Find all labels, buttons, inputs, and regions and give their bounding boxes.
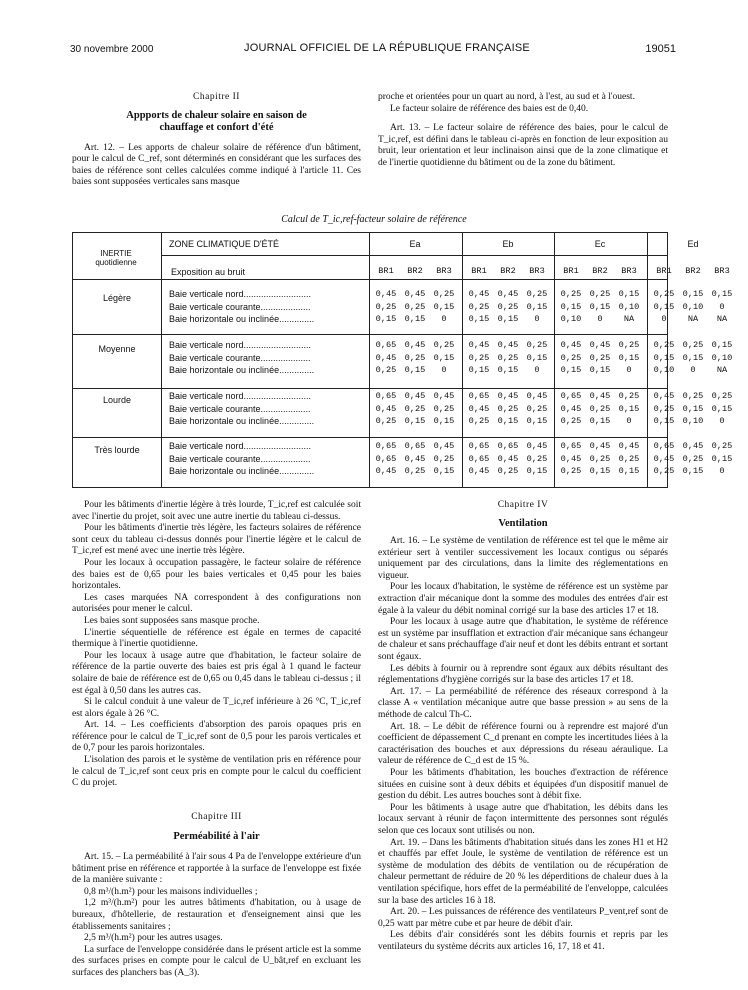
- table-cell: 0,15: [711, 289, 733, 299]
- paragraph: Pour les locaux à occupation passagère, le facteur solaire de référence des baies est de 0,65 pour les baies verticales et 0,45 pour les baies horizontales.: [72, 557, 361, 592]
- page-header: [70, 42, 676, 58]
- br-header: BR3: [714, 266, 730, 276]
- paragraph: Pour les locaux à usage autre que d'habitation, le système de référence est un système par insufflation et extraction d'air mécanique sans échangeur de chaleur et sans préchauffage d'air neuf et dont les débits entrant et sortant sont égaux.: [378, 617, 668, 663]
- chapter-3-heading: Chapitre III: [191, 811, 242, 822]
- table-cell: 0,25: [468, 301, 490, 312]
- table-cell: 0,65: [653, 441, 675, 451]
- paragraph: Les baies sont supposées sans masque proche.: [84, 615, 260, 626]
- table-cell: 0,45: [682, 441, 704, 451]
- table-cell: 0,45: [497, 340, 519, 350]
- table-cell: 0: [597, 314, 603, 325]
- inertia-label: Lourde: [102, 395, 132, 405]
- table-cell: 0,15: [653, 352, 675, 363]
- table-rule: [73, 388, 667, 389]
- table-cell: 0,45: [653, 391, 675, 401]
- table-cell: 0,65: [375, 391, 397, 401]
- table-cell: 0,15: [497, 365, 519, 376]
- page-number: 19051: [645, 43, 676, 55]
- table-rule: [161, 255, 667, 256]
- table-cell: 0,25: [433, 289, 455, 299]
- br-header: BR2: [592, 266, 608, 276]
- br-header: BR1: [471, 266, 487, 276]
- table-rule: [647, 233, 648, 487]
- table-cell: NA: [623, 314, 635, 325]
- table-cell: 0,45: [560, 453, 582, 464]
- paragraph: Art. 17. – La perméabilité de référence des réseaux correspond à la classe A « ventilation mécanique autre que basse pression » au sens de la méthode de calcul Th-C.: [378, 686, 668, 720]
- table-cell: 0,25: [375, 416, 397, 427]
- solar-factor-table: [72, 232, 733, 488]
- table-cell: 0,45: [497, 289, 519, 299]
- zone-label: Ec: [594, 239, 606, 249]
- table-cell: 0,10: [682, 301, 704, 312]
- baie-label: Baie horizontale ou inclinée..............: [169, 365, 315, 376]
- zone-label: Ea: [409, 239, 421, 249]
- paragraph: La surface de l'enveloppe considérée dans le présent article est la somme des surfaces prises en compte pour le calcul de U_bât,ref en excluant les surfaces des planchers bas (A_3).: [72, 944, 361, 978]
- table-cell: 0,45: [433, 391, 455, 401]
- table-cell: 0,45: [433, 441, 455, 451]
- table-cell: 0,25: [589, 403, 611, 414]
- left-bottom-column: [72, 500, 361, 979]
- table-cell: 0,15: [589, 301, 611, 312]
- table-cell: 0,15: [433, 416, 455, 427]
- table-cell: 0,45: [404, 453, 426, 464]
- table-cell: 0,25: [526, 340, 548, 350]
- table-cell: 0,25: [497, 466, 519, 477]
- table-cell: 0,45: [404, 340, 426, 350]
- table-cell: 0,15: [711, 340, 733, 350]
- paragraph: Pour les locaux d'habitation, le système de référence est un système par extraction d'air mécanique dont la somme des modules des entrées d'air est égale à la valeur du débit nominal corrigé sur la base des articles 17 et 18.: [378, 582, 668, 616]
- table-cell: 0,25: [497, 301, 519, 312]
- table-cell: 0: [534, 365, 540, 376]
- baie-label: Baie verticale courante....................: [169, 301, 311, 312]
- table-cell: 0,65: [468, 391, 490, 401]
- table-cell: 0,25: [618, 391, 640, 401]
- table-cell: 0,15: [468, 314, 490, 325]
- table-cell: 0,15: [526, 352, 548, 363]
- table-cell: 0,25: [682, 453, 704, 464]
- table-cell: 0,25: [682, 340, 704, 350]
- baie-label: Baie verticale nord...........................: [169, 391, 312, 401]
- paragraph: Art. 18. – Le débit de référence fourni ou à reprendre est majoré d'un coefficient de dépassement C_d prenant en compte les incertitudes liées à la caractérisation des bouches et aux dépressions du réseau aéraulique. La valeur de référence de C_d est de 15 %.: [378, 721, 668, 767]
- br-header: BR3: [621, 266, 637, 276]
- table-cell: 0: [626, 416, 632, 427]
- table-cell: 0,25: [653, 466, 675, 477]
- table-cell: 0,25: [526, 453, 548, 464]
- baie-label: Baie verticale courante....................: [169, 352, 311, 363]
- table-cell: 0,45: [618, 441, 640, 451]
- table-cell: 0,45: [375, 403, 397, 414]
- table-cell: 0,15: [618, 352, 640, 363]
- br-header: BR1: [378, 266, 394, 276]
- table-cell: 0,15: [618, 289, 640, 299]
- table-cell: 0,65: [375, 441, 397, 451]
- paragraph: Art. 19. – Dans les bâtiments d'habitation situés dans les zones H1 et H2 et chauffés par effet Joule, le système de ventilation de référence est un système de modulation des débits de ventilation ou de récupération de chaleur permettant de réduire de 20 % les déperditions de chaleur dues à la ventilation spécifique, hors effet de la perméabilité de l'enveloppe, calculées sur la base des articles 16 à 18.: [378, 837, 668, 906]
- table-cell: 0: [719, 301, 725, 312]
- table-cell: 0,15: [682, 352, 704, 363]
- chapter-heading: Chapitre II: [193, 92, 240, 102]
- table-rule: [161, 233, 162, 487]
- table-cell: 0,45: [468, 403, 490, 414]
- paragraph: L'inertie séquentielle de référence est égale en termes de capacité thermique à l'inertie quotidienne.: [72, 627, 361, 650]
- table-cell: 0,15: [433, 466, 455, 477]
- baie-label: Baie horizontale ou inclinée..............: [169, 314, 315, 325]
- table-cell: 0,45: [497, 391, 519, 401]
- section-3-title: Perméabilité à l'air: [173, 831, 260, 843]
- table-cell: 0,15: [589, 416, 611, 427]
- table-cell: 0,45: [375, 352, 397, 363]
- table-cell: 0,65: [404, 441, 426, 451]
- paragraph: Pour les bâtiments à usage autre que d'habitation, les débits dans les locaux servant à réunir de façon intermittente des personnes sont régulés selon que ces locaux sont utilisés ou non.: [378, 802, 668, 836]
- left-top-column: [72, 92, 361, 189]
- br-header: BR1: [563, 266, 579, 276]
- table-rule: [73, 437, 667, 438]
- paragraph: Pour les bâtiments d'inertie légère à très lourde, T_ic,ref est calculée soit avec l'inertie du projet, soit avec une autre inertie du tableau ci-dessus.: [72, 500, 361, 522]
- paragraph: Pour les locaux à usage autre que d'habitation, le facteur solaire de référence de la partie ouverte des baies est pris égal à 1 quand le facteur solaire de baie de référence est de 0,65 ou 0,45 dans le tableau ci-dessus ; il est égal à 0,50 dans les autres cas.: [72, 650, 361, 696]
- table-cell: 0,15: [404, 365, 426, 376]
- table-cell: 0,25: [560, 289, 582, 299]
- table-cell: 0,25: [375, 301, 397, 312]
- table-cell: 0,25: [618, 340, 640, 350]
- table-cell: 0,25: [526, 289, 548, 299]
- table-cell: 0,45: [589, 391, 611, 401]
- baie-label: Baie horizontale ou inclinée..............: [169, 416, 315, 427]
- table-cell: 0,65: [560, 391, 582, 401]
- section-4-title: Ventilation: [498, 517, 548, 529]
- table-cell: 0,45: [653, 453, 675, 464]
- table-cell: 0,15: [497, 314, 519, 325]
- paragraph: 0,8 m³/(h.m²) pour les maisons individuelles ;: [84, 886, 258, 897]
- paragraph: Pour les bâtiments d'habitation, les bouches d'extraction de référence situées en cuisine sont à deux débits et équipées d'un dispositif manuel de gestion du débit. Les autres bouches sont à débit fixe.: [378, 767, 668, 802]
- table-cell: 0,15: [560, 365, 582, 376]
- table-cell: 0,65: [560, 441, 582, 451]
- table-rule: [462, 233, 463, 487]
- article-12: Art. 12. – Les apports de chaleur solaire de référence d'un bâtiment, pour le calcul de C_ref, sont déterminés en considérant que les surfaces des baies de référence sont celles calculées comme indiqué à l'article 11. Ces baies sont supposées verticales sans masque: [72, 142, 361, 188]
- table-rule: [73, 279, 667, 280]
- paragraph: L'isolation des parois et le système de ventilation pris en référence pour le calcul de T_ic,ref sont ceux pris en compte pour le calcul du coefficient C du projet.: [72, 755, 361, 789]
- issue-date: 30 novembre 2000: [70, 44, 154, 55]
- br-header: BR1: [656, 266, 672, 276]
- br-header: BR3: [436, 266, 452, 276]
- zone-label: Eb: [502, 239, 514, 249]
- table-cell: 0,15: [468, 365, 490, 376]
- table-cell: 0,15: [682, 403, 704, 414]
- table-cell: 0,25: [526, 403, 548, 414]
- table-cell: 0: [534, 314, 540, 325]
- table-cell: 0,15: [526, 416, 548, 427]
- table-caption: Calcul de T_ic,ref-facteur solaire de référence: [281, 214, 467, 225]
- table-cell: 0,45: [375, 466, 397, 477]
- baie-label: Baie verticale courante....................: [169, 453, 311, 464]
- table-cell: 0,15: [711, 453, 733, 464]
- table-cell: 0,15: [618, 403, 640, 414]
- table-cell: 0,15: [711, 403, 733, 414]
- table-cell: 0,25: [497, 352, 519, 363]
- table-cell: 0,25: [468, 416, 490, 427]
- table-cell: NA: [716, 314, 728, 325]
- zone-label: Ed: [687, 239, 699, 249]
- table-cell: 0,10: [711, 352, 733, 363]
- table-cell: 0,10: [682, 416, 704, 427]
- br-header: BR2: [500, 266, 516, 276]
- table-cell: 0,15: [682, 466, 704, 477]
- table-cell: 0,15: [433, 301, 455, 312]
- table-cell: 0,15: [375, 314, 397, 325]
- inertia-label: Légère: [102, 293, 132, 303]
- table-cell: 0,15: [433, 352, 455, 363]
- table-cell: 0: [719, 416, 725, 427]
- table-cell: 0,65: [497, 441, 519, 451]
- table-cell: 0,25: [618, 453, 640, 464]
- table-rule: [369, 233, 370, 487]
- table-cell: 0,25: [433, 403, 455, 414]
- table-cell: 0,15: [404, 314, 426, 325]
- table-cell: 0,65: [375, 340, 397, 350]
- exposure-header: Exposition au bruit: [171, 267, 246, 277]
- paragraph: 1,2 m³/(h.m²) pour les autres bâtiments d'habitation, ou à usage de bureaux, d'hôtellerie, de restauration et d'enseignement ainsi que les établissements sanitaires ;: [72, 898, 361, 932]
- article-13: Art. 13. – Le facteur solaire de référence des baies, pour le calcul de T_ic,ref, est défini dans le tableau ci-après en fonction de leur exposition au bruit, leur orientation et leur inclinaison ainsi que de la zone climatique et de l'inertie quotidienne du bâtiment ou de la zone du bâtiment.: [378, 123, 668, 168]
- paragraph: Les débits d'air considérés sont les débits fournis et repris par les ventilateurs du système décrits aux articles 16, 17, 18 et 41.: [378, 930, 668, 952]
- paragraph: 2,5 m³/(h.m²) pour les autres usages.: [84, 933, 223, 944]
- paragraph: Art. 16. – Le système de ventilation de référence est tel que le même air extérieur sert à ventiler successivement les locaux contigus ou séparés uniquement par des circulations, dans la limite des réglementations en vigueur.: [378, 536, 668, 581]
- baie-label: Baie verticale courante....................: [169, 403, 311, 414]
- table-cell: 0,25: [711, 441, 733, 451]
- table-cell: 0,65: [375, 453, 397, 464]
- paragraph: Art. 20. – Les puissances de référence des ventilateurs P_vent,ref sont de 0,25 watt par mètre cube et par heure de débit d'air.: [378, 907, 668, 929]
- table-cell: 0,25: [433, 340, 455, 350]
- table-cell: NA: [716, 365, 728, 376]
- table-cell: 0,10: [618, 301, 640, 312]
- table-cell: 0,25: [711, 391, 733, 401]
- table-rule: [554, 233, 555, 487]
- paragraph: Art. 15. – La perméabilité à l'air sous 4 Pa de l'enveloppe extérieure d'un bâtiment prise en référence et rapportée à la surface de l'enveloppe est fixée de la manière suivante :: [72, 851, 361, 886]
- right-bottom-column: [378, 500, 668, 953]
- table-cell: 0,45: [589, 340, 611, 350]
- solar-factor-text: Le facteur solaire de référence des baies est de 0,40.: [390, 103, 589, 114]
- table-cell: 0,25: [589, 352, 611, 363]
- table-cell: 0,15: [497, 416, 519, 427]
- table-cell: 0,65: [468, 441, 490, 451]
- paragraph: Pour les bâtiments d'inertie très légère, les facteurs solaires de référence sont ceux du tableau ci-dessus donnés pour l'inertie légère et le calcul de T_ic,ref est mené avec une inertie très légère.: [72, 523, 361, 557]
- table-cell: 0,45: [526, 391, 548, 401]
- table-cell: 0: [441, 314, 447, 325]
- table-cell: 0,65: [468, 453, 490, 464]
- table-cell: 0: [690, 365, 696, 376]
- table-cell: 0,15: [526, 301, 548, 312]
- table-cell: NA: [687, 314, 699, 325]
- br-header: BR3: [529, 266, 545, 276]
- br-header: BR2: [407, 266, 423, 276]
- baie-label: Baie verticale nord...........................: [169, 289, 312, 299]
- table-cell: 0,25: [404, 403, 426, 414]
- paragraph: Si le calcul conduit à une valeur de T_ic,ref inférieure à 26 °C, T_ic,ref est alors égale à 26 °C.: [72, 697, 361, 719]
- table-cell: 0,45: [497, 453, 519, 464]
- journal-title: JOURNAL OFFICIEL DE LA RÉPUBLIQUE FRANÇAISE: [244, 42, 530, 54]
- chapter-4-heading: Chapitre IV: [497, 500, 549, 510]
- table-cell: 0,45: [560, 403, 582, 414]
- table-cell: 0,15: [526, 466, 548, 477]
- table-cell: 0,25: [653, 289, 675, 299]
- table-cell: 0,25: [468, 352, 490, 363]
- table-cell: 0,45: [468, 466, 490, 477]
- table-cell: 0,15: [618, 466, 640, 477]
- table-cell: 0,45: [404, 289, 426, 299]
- table-cell: 0: [626, 365, 632, 376]
- table-cell: 0,15: [560, 301, 582, 312]
- table-cell: 0,25: [589, 453, 611, 464]
- table-cell: 0,15: [589, 365, 611, 376]
- continued-text: proche et orientées pour un quart au nord, à l'est, au sud et à l'ouest.: [378, 92, 635, 102]
- inertia-header: INERTIE quotidienne: [95, 249, 137, 267]
- table-cell: 0,25: [404, 466, 426, 477]
- table-cell: 0: [441, 365, 447, 376]
- table-cell: 0,25: [653, 340, 675, 350]
- table-cell: 0,25: [560, 416, 582, 427]
- baie-label: Baie horizontale ou inclinée..............: [169, 466, 315, 477]
- table-cell: 0,45: [375, 289, 397, 299]
- table-cell: 0,45: [589, 441, 611, 451]
- table-cell: 0,15: [653, 416, 675, 427]
- section-title: Appports de chaleur solaire en saison de chauffage et confort d'été: [126, 109, 307, 134]
- table-cell: 0,45: [404, 391, 426, 401]
- table-cell: 0,25: [497, 403, 519, 414]
- table-cell: 0,25: [560, 466, 582, 477]
- zone-header: ZONE CLIMATIQUE D'ÉTÉ: [169, 239, 280, 249]
- br-header: BR2: [685, 266, 701, 276]
- paragraph: Art. 14. – Les coefficients d'absorption des parois opaques pris en référence pour le calcul de T_ic,ref sont de 0,5 pour les parois verticales et de 0,7 pour les parois horizontales.: [72, 720, 361, 754]
- table-cell: 0,15: [589, 466, 611, 477]
- table-cell: 0,15: [682, 289, 704, 299]
- table-cell: 0,25: [404, 301, 426, 312]
- baie-label: Baie verticale nord...........................: [169, 441, 312, 451]
- table-cell: 0,25: [589, 289, 611, 299]
- table-cell: 0,10: [560, 314, 582, 325]
- table-cell: 0,15: [653, 301, 675, 312]
- table-cell: 0,25: [560, 352, 582, 363]
- inertia-label: Moyenne: [98, 344, 136, 354]
- table-cell: 0,45: [468, 340, 490, 350]
- table-cell: 0: [719, 466, 725, 477]
- table-cell: 0,25: [682, 391, 704, 401]
- paragraph: Les débits à fournir ou à reprendre sont égaux aux débits résultant des réglementations d'hygiène corrigés sur la base des articles 17 et 18.: [378, 663, 668, 686]
- paragraph: Les cases marquées NA correspondent à des configurations non autorisées pour mener le calcul.: [72, 592, 361, 615]
- table-cell: 0,45: [560, 340, 582, 350]
- table-cell: 0: [661, 314, 667, 325]
- inertia-label: Très lourde: [94, 445, 140, 455]
- table-cell: 0,10: [653, 365, 675, 376]
- table-cell: 0,15: [404, 416, 426, 427]
- table-cell: 0,25: [433, 453, 455, 464]
- right-top-column: [378, 92, 668, 170]
- table-cell: 0,45: [526, 441, 548, 451]
- table-cell: 0,25: [653, 403, 675, 414]
- table-cell: 0,45: [468, 289, 490, 299]
- table-rule: [73, 334, 667, 335]
- table-cell: 0,25: [404, 352, 426, 363]
- baie-label: Baie verticale nord...........................: [169, 340, 312, 350]
- table-cell: 0,25: [375, 365, 397, 376]
